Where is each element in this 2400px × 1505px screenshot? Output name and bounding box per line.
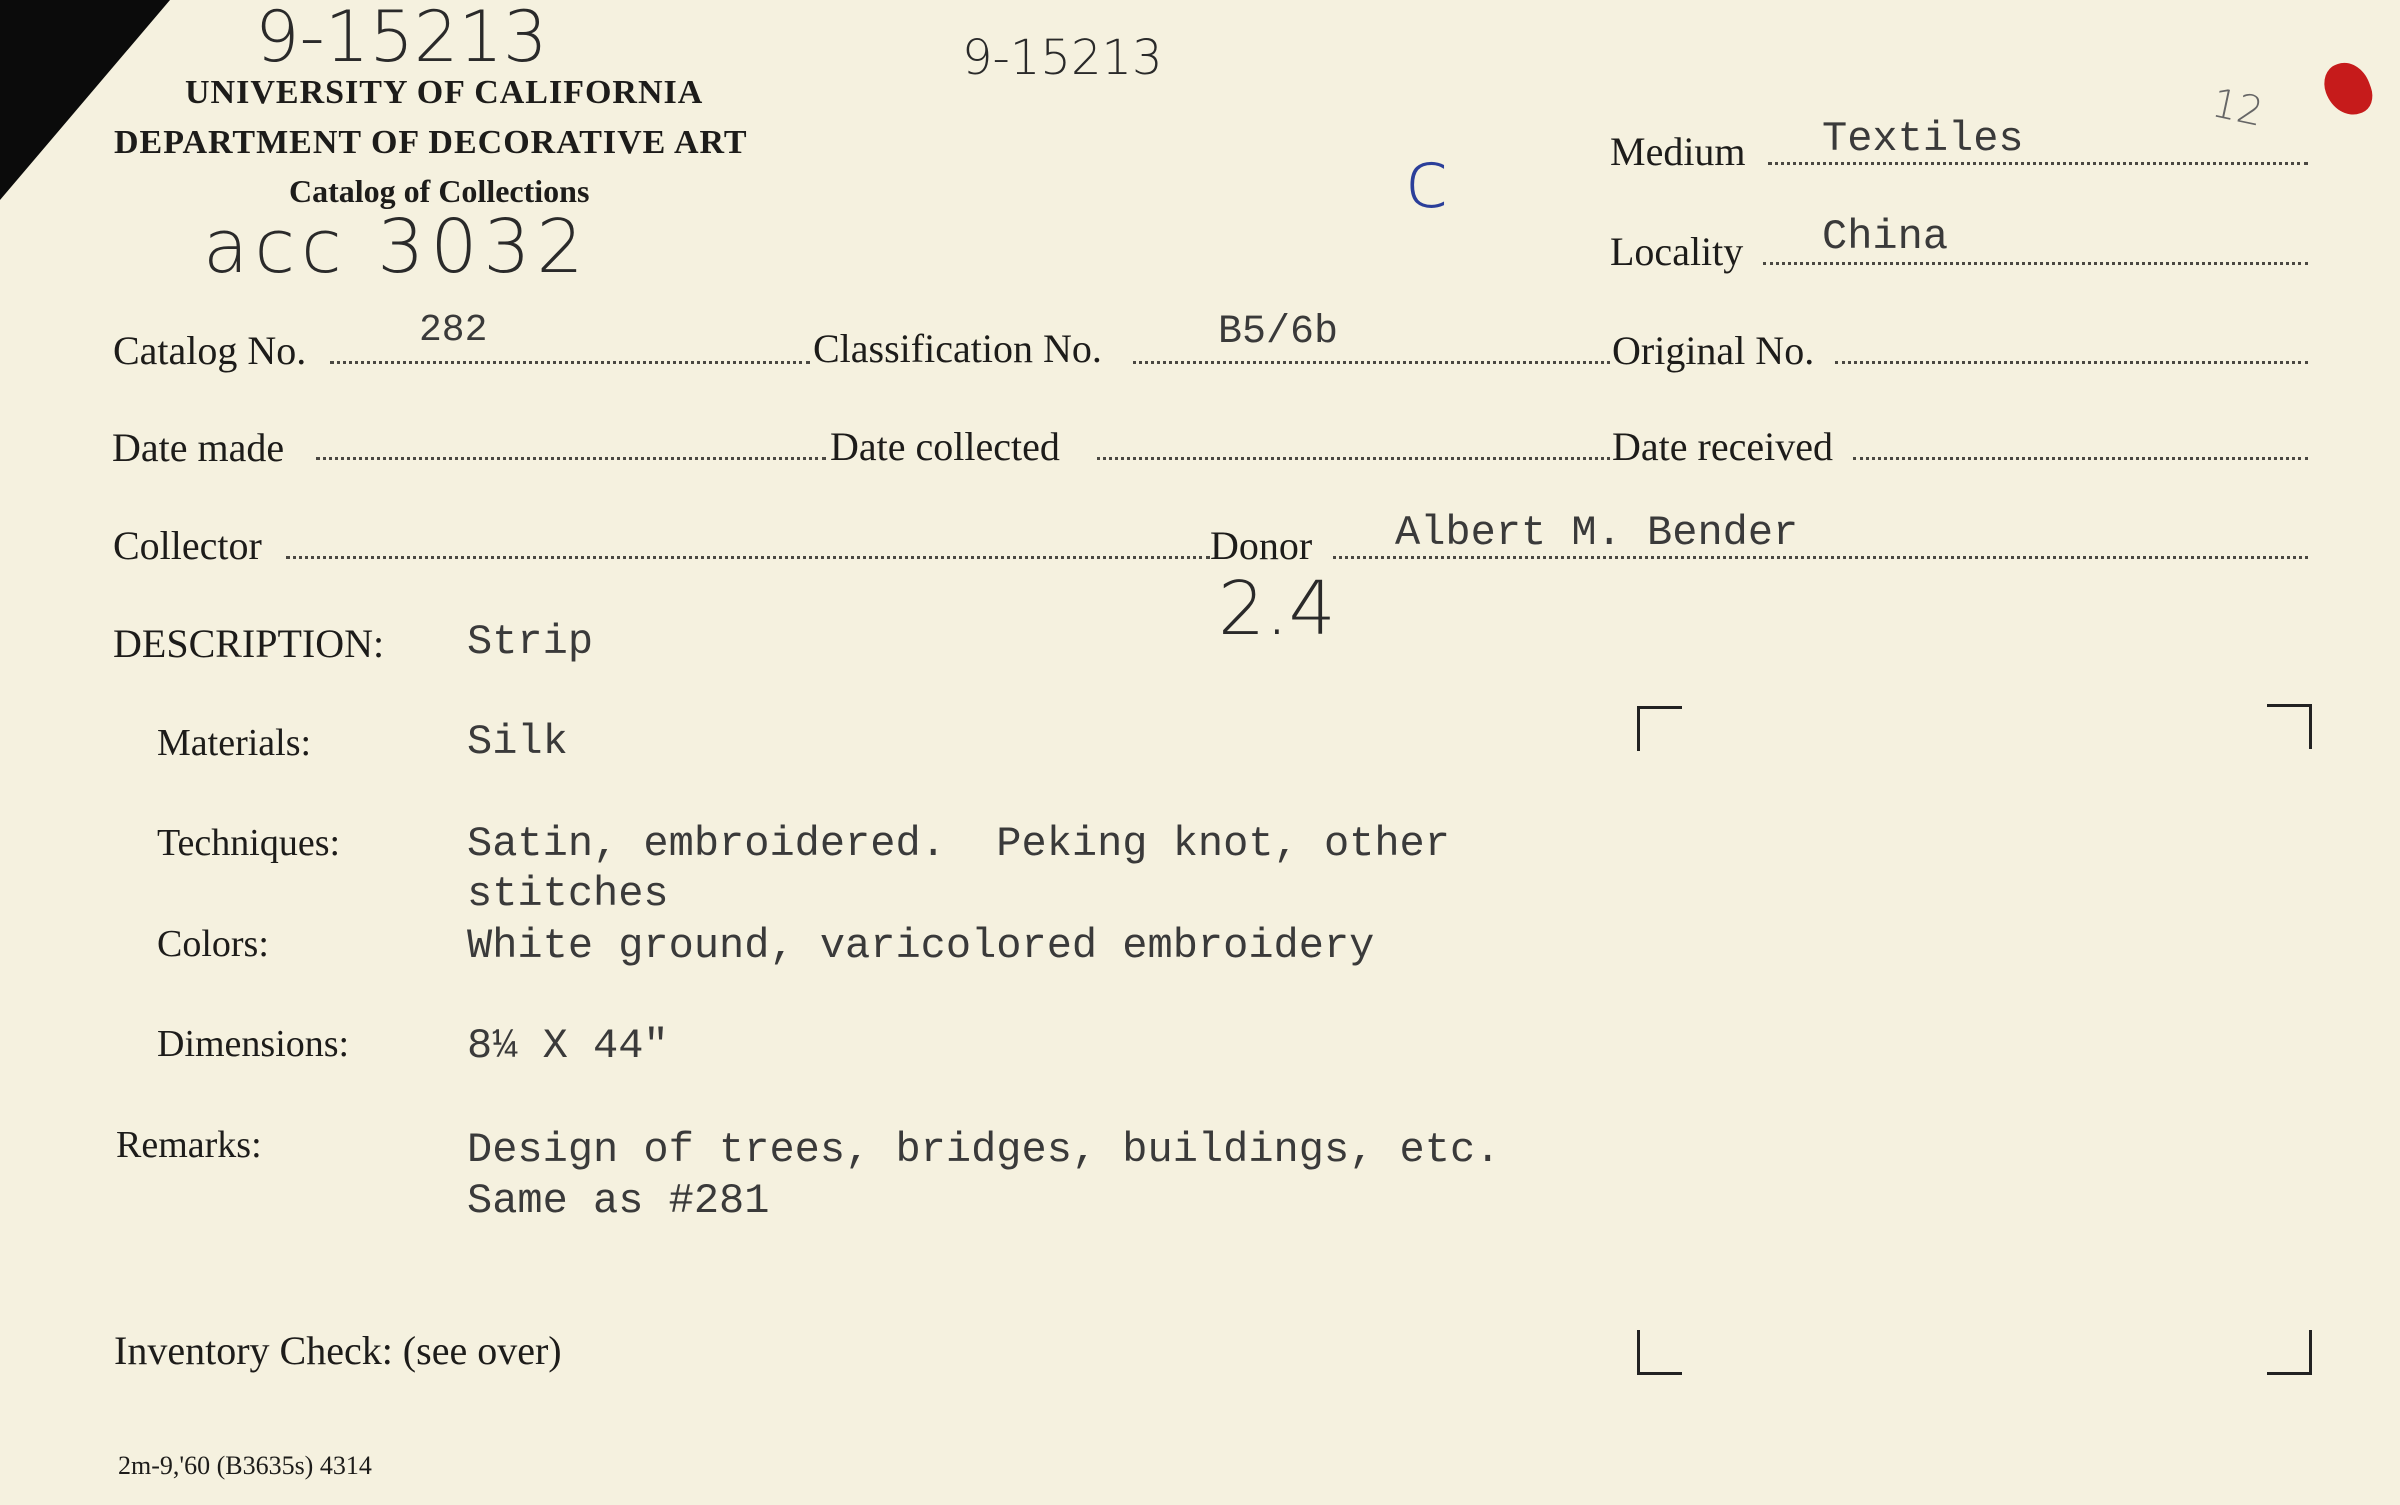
remarks-line-1: Design of trees, bridges, buildings, etc. [467, 1126, 1501, 1174]
medium-label: Medium [1610, 129, 1746, 174]
header-catalog: Catalog of Collections [289, 173, 590, 209]
classification-no-value: B5/6b [1218, 310, 1339, 355]
original-no-label: Original No. [1612, 328, 1815, 373]
handwritten-number-top-center: 9-15213 [962, 30, 1163, 86]
header-university: UNIVERSITY OF CALIFORNIA [185, 74, 704, 111]
classification-no-line [1133, 361, 1610, 364]
handwritten-acc-number: acc 3032 [203, 204, 590, 290]
dimensions-value: 8¼ X 44" [467, 1022, 669, 1070]
colors-value: White ground, varicolored embroidery [467, 922, 1375, 970]
inventory-check: Inventory Check: (see over) [114, 1328, 562, 1373]
remarks-label: Remarks: [116, 1124, 262, 1166]
remarks-line-2: Same as #281 [467, 1177, 770, 1225]
date-received-label: Date received [1612, 424, 1833, 469]
techniques-line-1: Satin, embroidered. Peking knot, other [467, 820, 1450, 868]
catalog-no-label: Catalog No. [113, 328, 307, 373]
date-made-label: Date made [112, 425, 285, 470]
classification-no-label: Classification No. [813, 326, 1102, 371]
handwritten-check-mark: c [1405, 133, 1449, 226]
card-corner-tab [0, 0, 170, 200]
description-label: DESCRIPTION: [113, 621, 385, 666]
techniques-line-2: stitches [467, 870, 669, 918]
donor-value: Albert M. Bender [1395, 509, 1799, 557]
medium-value: Textiles [1822, 115, 2024, 163]
date-collected-line [1097, 457, 1610, 460]
handwritten-donor-number: 2.4 [1218, 566, 1336, 652]
description-value: Strip [467, 618, 594, 666]
techniques-label: Techniques: [157, 822, 341, 864]
photo-bracket-bottom-left [1637, 1330, 1682, 1375]
colors-label: Colors: [157, 923, 269, 965]
locality-line [1763, 262, 2308, 265]
materials-label: Materials: [157, 722, 312, 764]
header-department: DEPARTMENT OF DECORATIVE ART [114, 124, 748, 161]
donor-label: Donor [1210, 523, 1313, 568]
red-mark [2318, 56, 2378, 122]
dimensions-label: Dimensions: [157, 1023, 350, 1065]
original-no-line [1835, 361, 2308, 364]
collector-label: Collector [113, 523, 262, 568]
photo-bracket-top-left [1637, 706, 1682, 751]
catalog-no-value: 282 [419, 309, 488, 352]
date-made-line [316, 457, 826, 460]
photo-bracket-top-right [2267, 704, 2312, 749]
catalog-no-line [330, 361, 810, 364]
collector-line [286, 556, 1210, 559]
date-collected-label: Date collected [830, 424, 1060, 469]
handwritten-corner-number: 12 [2207, 80, 2268, 136]
date-received-line [1853, 457, 2308, 460]
locality-value: China [1822, 213, 1949, 261]
handwritten-number-top-left: 9-15213 [255, 0, 548, 78]
locality-label: Locality [1610, 229, 1744, 274]
materials-value: Silk [467, 718, 568, 766]
photo-bracket-bottom-right [2267, 1330, 2312, 1375]
print-code: 2m-9,'60 (B3635s) 4314 [118, 1451, 372, 1480]
